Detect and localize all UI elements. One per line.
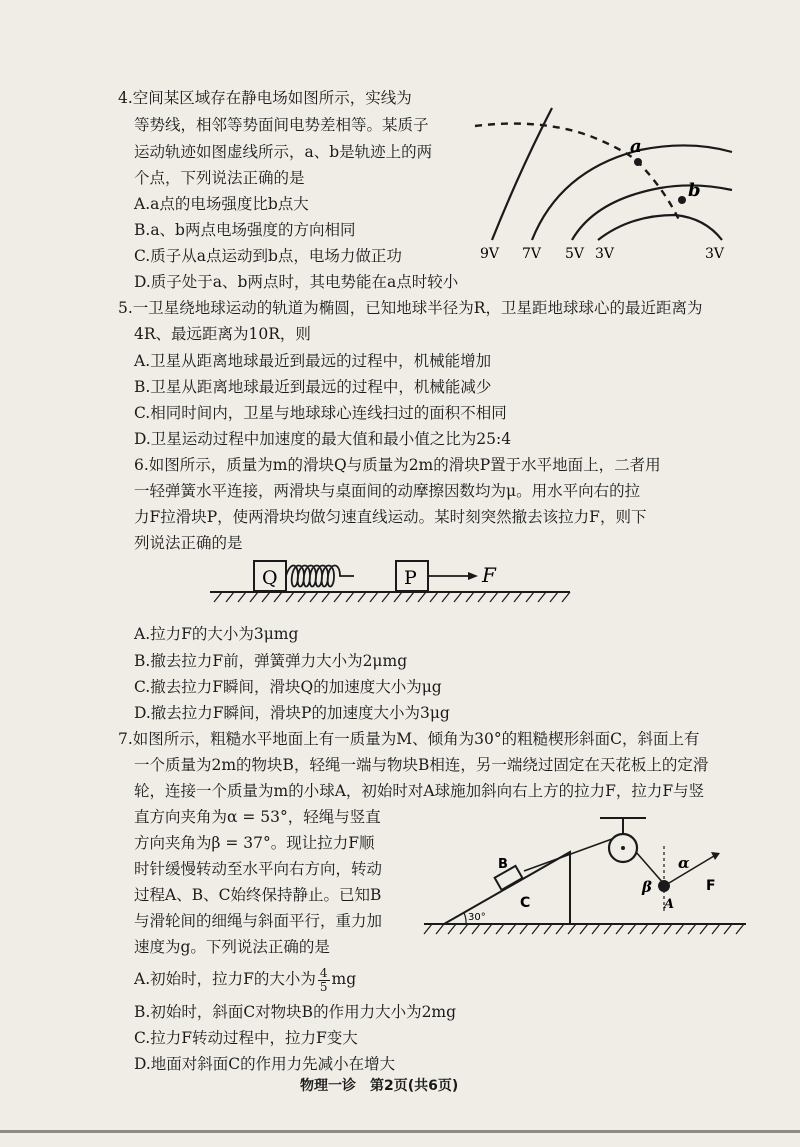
q4-option-b: B.a、b两点电场强度的方向相同 <box>134 221 356 239</box>
q6-spring-figure <box>210 556 600 606</box>
q7-stem-line-9: 速度为g。下列说法正确的是 <box>134 938 330 956</box>
q5-option-c: C.相同时间内，卫星与地球球心连线扫过的面积不相同 <box>134 404 507 422</box>
fraction-numerator: 4 <box>319 965 328 980</box>
q7-stem-line-2: 一个质量为2m的物块B，轻绳一端与物块B相连，另一端绕过固定在天花板上的定滑 <box>134 756 709 774</box>
q7-option-a-prefix: A.初始时，拉力F的大小为 <box>134 970 316 988</box>
point-a-label: a <box>630 136 642 157</box>
alpha-label: α <box>678 854 690 872</box>
label-7v: 7V <box>522 246 542 262</box>
fraction-denominator: 5 <box>319 979 328 994</box>
rope-b-pulley <box>524 839 612 871</box>
angle-label: 30° <box>468 912 486 923</box>
q7-option-c: C.拉力F转动过程中，拉力F变大 <box>134 1029 358 1047</box>
q6-option-b: B.撤去拉力F前，弹簧弹力大小为2μmg <box>134 652 408 670</box>
label-9v: 9V <box>480 246 500 262</box>
point-a-marker <box>634 158 642 166</box>
q7-stem-line-3: 轮，连接一个质量为m的小球A，初始时对A球施加斜向右上方的拉力F，拉力F与竖 <box>134 782 705 800</box>
q6-stem-line-2: 一轻弹簧水平连接，两滑块与桌面间的动摩擦因数均为μ。用水平向右的拉 <box>134 482 641 500</box>
label-3v-left: 3V <box>595 246 615 262</box>
block-q-label: Q <box>262 567 278 589</box>
q4-option-c: C.质子从a点运动到b点，电场力做正功 <box>134 247 402 265</box>
ground-hatching <box>214 592 570 602</box>
block-p-label: P <box>404 567 417 589</box>
q4-equipotential-figure <box>470 100 740 275</box>
pulley-axle <box>621 846 625 850</box>
q7-option-a-fraction <box>318 967 330 994</box>
q4-stem-line-3: 运动轨迹如图虚线所示，a、b是轨迹上的两 <box>134 143 433 161</box>
q7-stem-line-4: 直方向夹角为α = 53°，轻绳与竖直 <box>134 808 381 826</box>
q7-stem-line-5: 方向夹角为β = 37°。现让拉力F顺 <box>134 834 375 852</box>
force-arrowhead <box>468 572 478 580</box>
q7-option-a-suffix: mg <box>331 970 357 988</box>
q4-stem-line-4: 个点，下列说法正确的是 <box>134 169 305 187</box>
q5-option-d: D.卫星运动过程中加速度的最大值和最小值之比为25:4 <box>134 430 512 448</box>
page-footer: 物理一诊 第2页(共6页) <box>300 1078 459 1094</box>
point-b-marker <box>678 196 686 204</box>
equipotential-7v <box>532 145 732 240</box>
force-label: F <box>482 563 496 587</box>
block-b-label: B <box>498 857 508 872</box>
q7-stem-line-7: 过程A、B、C始终保持静止。已知B <box>134 886 382 904</box>
label-3v-right: 3V <box>705 246 725 262</box>
force-f-arrowhead <box>711 852 720 860</box>
spring <box>286 566 354 587</box>
q7-option-d: D.地面对斜面C的作用力先减小在增大 <box>134 1055 396 1073</box>
q6-stem-line-3: 力F拉滑块P，使两滑块均做匀速直线运动。某时刻突然撤去该拉力F，则下 <box>134 508 647 526</box>
q6-option-c: C.撤去拉力F瞬间，滑块Q的加速度大小为μg <box>134 678 442 696</box>
q5-option-a: A.卫星从距离地球最近到最远的过程中，机械能增加 <box>134 352 492 370</box>
q5-option-b: B.卫星从距离地球最近到最远的过程中，机械能减少 <box>134 378 492 396</box>
wedge-c-label: C <box>520 895 531 911</box>
ball-a-label: A <box>664 897 675 912</box>
force-f-label: F <box>706 878 716 894</box>
point-b-label: b <box>688 180 701 201</box>
q4-option-a: A.a点的电场强度比b点大 <box>134 195 309 213</box>
q7-stem-line-1: 7.如图所示，粗糙水平地面上有一质量为M、倾角为30°的粗糙楔形斜面C，斜面上有 <box>118 730 700 748</box>
angle-arc <box>464 913 466 924</box>
q6-stem-line-1: 6.如图所示，质量为m的滑块Q与质量为2m的滑块P置于水平地面上，二者用 <box>134 456 661 474</box>
q7-option-a <box>134 964 356 994</box>
q7-stem-line-6: 时针缓慢转动至水平向右方向，转动 <box>134 860 383 878</box>
q7-wedge-pulley-figure <box>420 812 750 947</box>
equipotential-5v <box>572 185 732 240</box>
q5-stem-line-2: 4R、最远距离为10R，则 <box>134 325 311 343</box>
scan-edge-bar <box>0 1130 800 1133</box>
q5-stem-line-1: 5.一卫星绕地球运动的轨道为椭圆，已知地球半径为R，卫星距地球球心的最近距离为 <box>118 299 703 317</box>
q7-stem-line-8: 与滑轮间的细绳与斜面平行，重力加 <box>134 912 383 930</box>
q6-option-d: D.撤去拉力F瞬间，滑块P的加速度大小为3μg <box>134 704 450 722</box>
q4-stem-line-1: 4.空间某区域存在静电场如图所示，实线为 <box>118 89 412 107</box>
equipotential-3v <box>598 215 722 240</box>
q7-ground-hatching <box>424 924 744 934</box>
label-5v: 5V <box>565 246 585 262</box>
q4-option-d: D.质子处于a、b两点时，其电势能在a点时较小 <box>134 273 459 291</box>
equipotential-9v <box>492 108 552 240</box>
beta-label: β <box>642 878 652 896</box>
q7-option-b: B.初始时，斜面C对物块B的作用力大小为2mg <box>134 1003 457 1021</box>
q6-option-a: A.拉力F的大小为3μmg <box>134 625 299 643</box>
q4-stem-line-2: 等势线，相邻等势面间电势差相等。某质子 <box>134 116 429 134</box>
q6-stem-line-4: 列说法正确的是 <box>134 534 243 552</box>
